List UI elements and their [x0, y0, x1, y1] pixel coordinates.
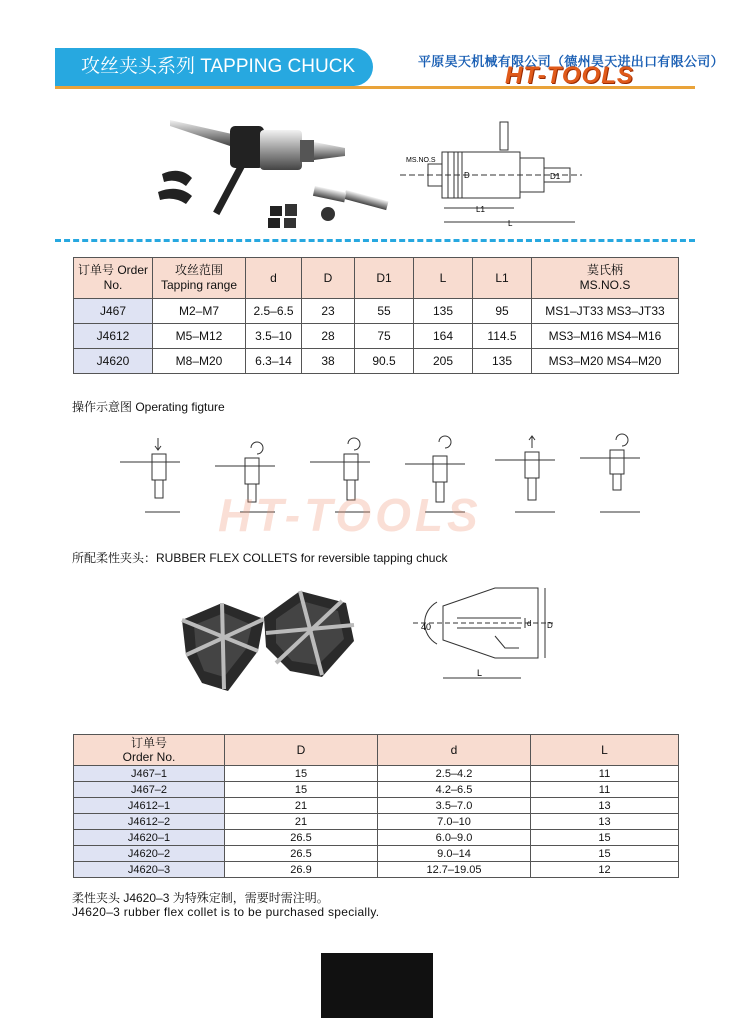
spec-header-row — [74, 258, 679, 299]
table-row: J4612–2 21 7.0–10 13 — [74, 814, 679, 830]
header-D1: D1 — [355, 258, 414, 299]
collet-header-row — [74, 735, 679, 766]
length-label: L — [477, 668, 483, 678]
table-row: J467 M2–M7 2.5–6.5 23 55 135 95 MS1–JT33 MS3–JT33 — [74, 299, 679, 324]
operation-step — [580, 434, 640, 512]
small-d-label: d — [527, 619, 532, 628]
tapping-chuck-photo — [150, 112, 395, 232]
header-D: D — [302, 258, 355, 299]
header-d: d — [378, 735, 531, 766]
rubber-collets-photo — [172, 585, 362, 700]
header-d: d — [246, 258, 302, 299]
operation-step — [495, 436, 555, 512]
table-row: J467–2 15 4.2–6.5 11 — [74, 782, 679, 798]
company-name: 平原昊天机械有限公司（德州昊天进出口有限公司） — [418, 54, 724, 69]
d1-label: D1 — [550, 172, 561, 181]
table-row: J4620–1 26.5 6.0–9.0 15 — [74, 830, 679, 846]
table-row: J4620–3 26.9 12.7–19.05 12 — [74, 862, 679, 878]
table-row: J4620–2 26.5 9.0–14 15 — [74, 846, 679, 862]
collet-table — [73, 734, 679, 878]
section-divider — [55, 239, 695, 242]
brand-logo: HT-TOOLS — [505, 62, 634, 89]
header-L1: L1 — [473, 258, 532, 299]
header-L: L — [414, 258, 473, 299]
d-label: D — [464, 171, 470, 180]
header-order-no: 订单号 Order No. — [74, 735, 225, 766]
header-order-no: 订单号 Order No. — [74, 258, 153, 299]
table-row: J467–1 15 2.5–4.2 11 — [74, 766, 679, 782]
ms-label: MS.NO.S — [406, 157, 436, 164]
table-row: J4620 M8–M20 6.3–14 38 90.5 205 135 MS3–M20 MS4–M20 — [74, 349, 679, 374]
bottom-black-block — [321, 953, 433, 1018]
page-title: 攻丝夹头系列 TAPPING CHUCK SERIES — [55, 48, 373, 86]
l1-label: L1 — [476, 205, 485, 214]
header-tapping-range: 攻丝范围 Tapping range — [153, 258, 246, 299]
table-row: J4612–1 21 3.5–7.0 13 — [74, 798, 679, 814]
header-L: L — [531, 735, 679, 766]
note-english: J4620–3 rubber flex collet is to be purchased specially. — [72, 905, 380, 919]
chuck-technical-drawing — [400, 118, 585, 233]
l-label: L — [508, 219, 513, 228]
table-row: J4612 M5–M12 3.5–10 28 75 164 114.5 MS3–M16 MS4–M16 — [74, 324, 679, 349]
collets-caption: 所配柔性夹头：RUBBER FLEX COLLETS for reversible tapping chuck — [72, 551, 448, 565]
big-d-label: D — [547, 621, 553, 630]
angle-label: 40 — [421, 622, 432, 632]
note-chinese: 柔性夹头 J4620–3 为特殊定制，需要时需注明。 — [72, 891, 329, 905]
spec-table — [73, 257, 679, 374]
operating-caption: 操作示意图 Operating figture — [72, 400, 225, 414]
header-D: D — [225, 735, 378, 766]
collet-dimension-diagram — [413, 578, 558, 693]
header-morse-shank: 莫氏柄 MS.NO.S — [532, 258, 679, 299]
watermark-logo: HT-TOOLS — [218, 489, 482, 541]
operation-step — [120, 438, 180, 512]
